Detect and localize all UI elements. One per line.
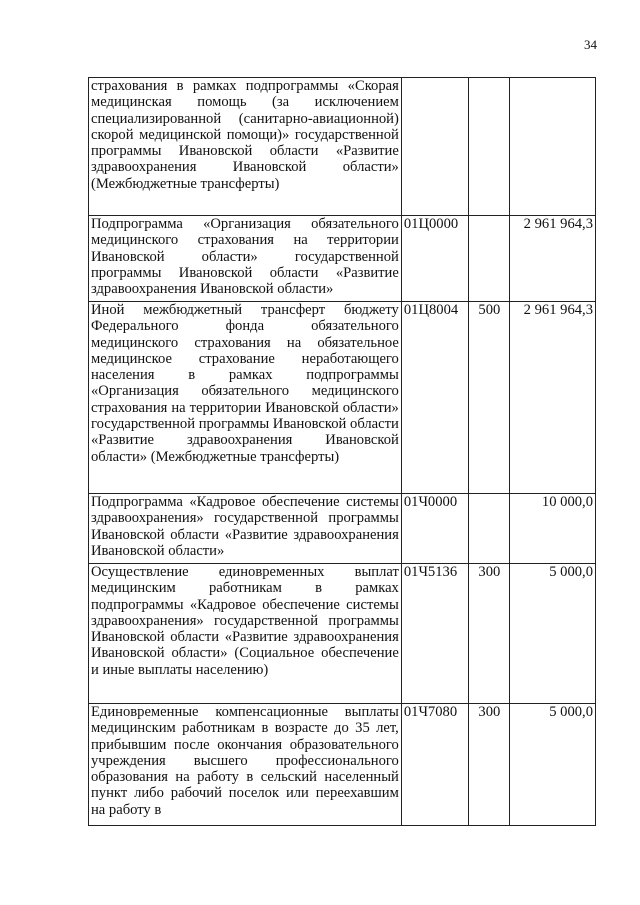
table-row: [89, 564, 596, 704]
budget-table: [88, 77, 596, 826]
row-kvr-cell: [469, 216, 510, 302]
row-sum-cell: 5 000,0: [510, 564, 596, 704]
row-code-cell: [401, 78, 468, 216]
row-code-cell: 01Ч7080: [401, 704, 468, 826]
row-kvr-cell: 300: [469, 704, 510, 826]
row-sum-cell: [510, 78, 596, 216]
table-row: [89, 704, 596, 826]
row-sum-cell: 10 000,0: [510, 494, 596, 564]
row-name-cell: Осуществление единовременных выплат медицинским работникам в рамках подпрограммы «Кадровое обеспечение системы здравоохранения» государственной программы Ивановской области «Развитие здравоохранения Ивановской области» (Социальное обеспечение и иные выплаты населению): [89, 564, 402, 704]
row-sum-cell: 5 000,0: [510, 704, 596, 826]
table-row: [89, 302, 596, 494]
page-number: 34: [584, 37, 597, 52]
row-name-cell: страхования в рамках подпрограммы «Скорая медицинская помощь (за исключением специализированной (санитарно-авиационной) скорой медицинской помощи)» государственной программы Ивановской области «Развитие здравоохранения Ивановской области» (Межбюджетные трансферты): [89, 78, 402, 216]
table-row: [89, 494, 596, 564]
row-kvr-cell: 500: [469, 302, 510, 494]
row-code-cell: 01Ч5136: [401, 564, 468, 704]
row-code-cell: 01Ч0000: [401, 494, 468, 564]
row-name-cell: Единовременные компенсационные выплаты медицинским работникам в возрасте до 35 лет, прибывшим после окончания образовательного учреждения высшего профессионального образования на работу в сельский населенный пункт либо рабочий поселок или переехавшим на работу в: [89, 704, 402, 826]
row-name-cell: Подпрограмма «Кадровое обеспечение системы здравоохранения» государственной программы Ивановской области «Развитие здравоохранения Ивановской области»: [89, 494, 402, 564]
row-name-cell: Подпрограмма «Организация обязательного медицинского страхования на территории Ивановской области» государственной программы Ивановской области «Развитие здравоохранения Ивановской области»: [89, 216, 402, 302]
row-kvr-cell: [469, 494, 510, 564]
row-name-cell: Иной межбюджетный трансферт бюджету Федерального фонда обязательного медицинского страхования на обязательное медицинское страхование неработающего населения в рамках подпрограммы «Организация обязательного медицинского страхования на территории Ивановской области» государственной программы Ивановской области «Развитие здравоохранения Ивановской области» (Межбюджетные трансферты): [89, 302, 402, 494]
row-code-cell: 01Ц0000: [401, 216, 468, 302]
table-row: [89, 216, 596, 302]
row-code-cell: 01Ц8004: [401, 302, 468, 494]
row-kvr-cell: 300: [469, 564, 510, 704]
row-sum-cell: 2 961 964,3: [510, 216, 596, 302]
table-row: [89, 78, 596, 216]
row-kvr-cell: [469, 78, 510, 216]
row-sum-cell: 2 961 964,3: [510, 302, 596, 494]
